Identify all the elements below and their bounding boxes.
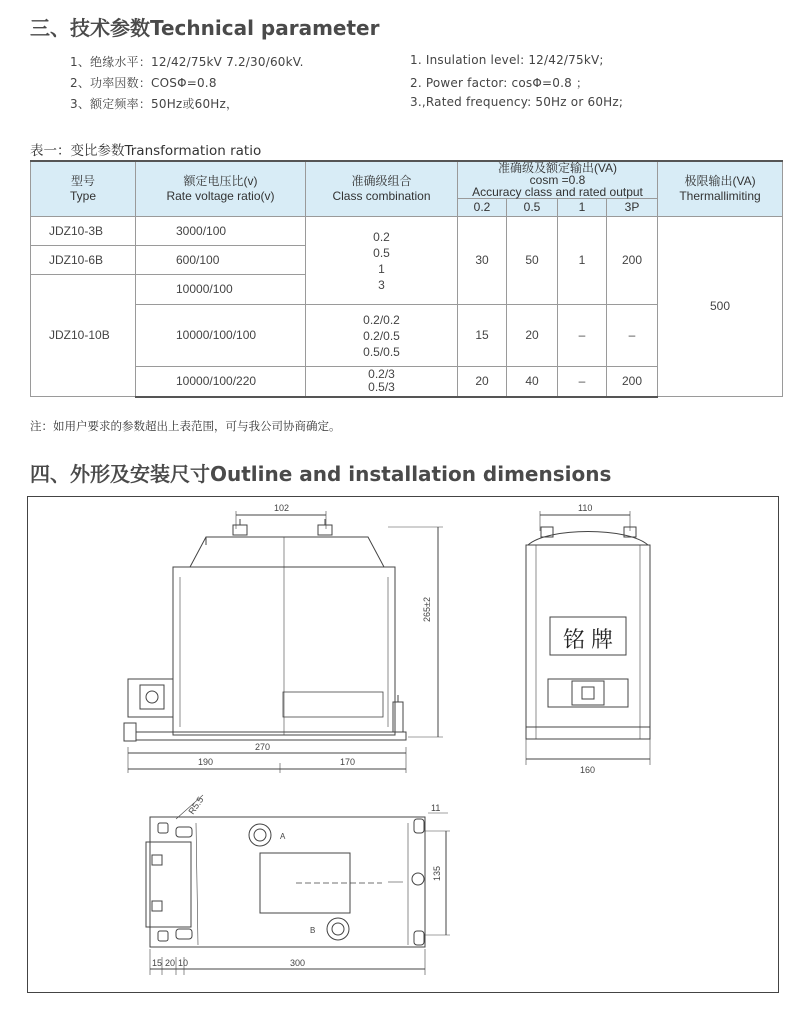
class-group-cell: 0.2/3 0.5/3 xyxy=(306,367,458,397)
header-accuracy: 准确级及额定输出(VA) cosm =0.8 Accuracy class and rated output xyxy=(458,161,658,199)
output-cell: – xyxy=(558,305,607,367)
ratio-cell: 10000/100/100 xyxy=(136,305,306,367)
dim-plan-mid2: 10 xyxy=(178,958,189,968)
output-cell: 1 xyxy=(558,217,607,305)
header-type: 型号 Type xyxy=(31,161,136,217)
dim-front-right: 170 xyxy=(340,757,356,767)
dim-front-width: 270 xyxy=(255,742,271,752)
nameplate-label: 铭 牌 xyxy=(562,627,614,652)
param-en-insulation: 1. Insulation level: 12/42/75kV; xyxy=(410,53,604,67)
output-cell: 20 xyxy=(458,367,507,397)
output-cell: 40 xyxy=(507,367,558,397)
output-cell: – xyxy=(607,305,658,367)
output-cell: 15 xyxy=(458,305,507,367)
outline-drawing xyxy=(28,497,778,992)
dim-plan-mid: 20 xyxy=(165,958,176,968)
param-en-power-factor: 2. Power factor: cosΦ=0.8 ； xyxy=(410,76,589,90)
subheader-acc-2: 1 xyxy=(558,199,607,217)
dim-side-top: 110 xyxy=(578,503,593,513)
param-cn-insulation: 1、绝缘水平：12/42/75kV 7.2/30/60kV. xyxy=(70,55,304,69)
dim-plan-left: 15 xyxy=(152,958,163,968)
param-en-frequency: 3.,Rated frequency: 50Hz or 60Hz; xyxy=(410,95,624,109)
param-cn-power-factor: 2、功率因数：COSΦ=0.8 xyxy=(70,76,217,90)
model-cell: JDZ10-6B xyxy=(31,246,136,275)
side-view xyxy=(526,503,650,775)
class-group-cell: 0.2 0.5 1 3 xyxy=(306,217,458,305)
dim-front-left: 190 xyxy=(198,757,214,767)
section-title-technical: 三、技术参数Technical parameter xyxy=(30,16,380,40)
terminal-a-label: A xyxy=(280,832,286,841)
terminal-b-label: B xyxy=(310,926,316,935)
header-ratio: 额定电压比(v) Rate voltage ratio(v) xyxy=(136,161,306,217)
model-cell: JDZ10-3B xyxy=(31,217,136,246)
table-header-row xyxy=(31,161,783,199)
subheader-acc-1: 0.5 xyxy=(507,199,558,217)
dim-front-top: 102 xyxy=(274,503,290,513)
output-cell: 50 xyxy=(507,217,558,305)
ratio-cell: 10000/100 xyxy=(136,275,306,305)
dim-plan-radius: R5.5 xyxy=(186,794,206,817)
output-cell: 30 xyxy=(458,217,507,305)
model-cell: JDZ10-10B xyxy=(31,275,136,397)
dim-plan-slot: 11 xyxy=(431,803,441,813)
dim-plan-height: 135 xyxy=(432,865,442,881)
plan-view xyxy=(146,795,450,975)
output-cell: – xyxy=(558,367,607,397)
outline-drawing-frame xyxy=(27,496,779,993)
output-cell: 20 xyxy=(507,305,558,367)
table-note: 注：如用户要求的参数超出上表范围，可与我公司协商确定。 xyxy=(30,419,341,433)
header-class: 准确级组合 Class combination xyxy=(306,161,458,217)
dim-plan-width: 300 xyxy=(290,958,306,968)
output-cell: 200 xyxy=(607,367,658,397)
subheader-acc-3: 3P xyxy=(607,199,658,217)
section-title-outline: 四、外形及安装尺寸Outline and installation dimensions xyxy=(30,462,612,486)
ratio-cell: 10000/100/220 xyxy=(136,367,306,397)
class-group-cell: 0.2/0.2 0.2/0.5 0.5/0.5 xyxy=(306,305,458,367)
ratio-cell: 3000/100 xyxy=(136,217,306,246)
table-row xyxy=(31,217,783,246)
ratio-cell: 600/100 xyxy=(136,246,306,275)
table-caption: 表一：变比参数Transformation ratio xyxy=(30,143,262,159)
header-thermal: 极限输出(VA) Thermallimiting xyxy=(658,161,783,217)
subheader-acc-0: 0.2 xyxy=(458,199,507,217)
output-cell: 200 xyxy=(607,217,658,305)
front-view xyxy=(124,503,443,773)
thermal-cell: 500 xyxy=(658,217,783,397)
dim-front-height: 265±2 xyxy=(422,597,432,622)
dim-side-width: 160 xyxy=(580,765,596,775)
transformation-ratio-table xyxy=(30,160,783,398)
param-cn-frequency: 3、额定频率：50Hz或60Hz， xyxy=(70,97,239,111)
